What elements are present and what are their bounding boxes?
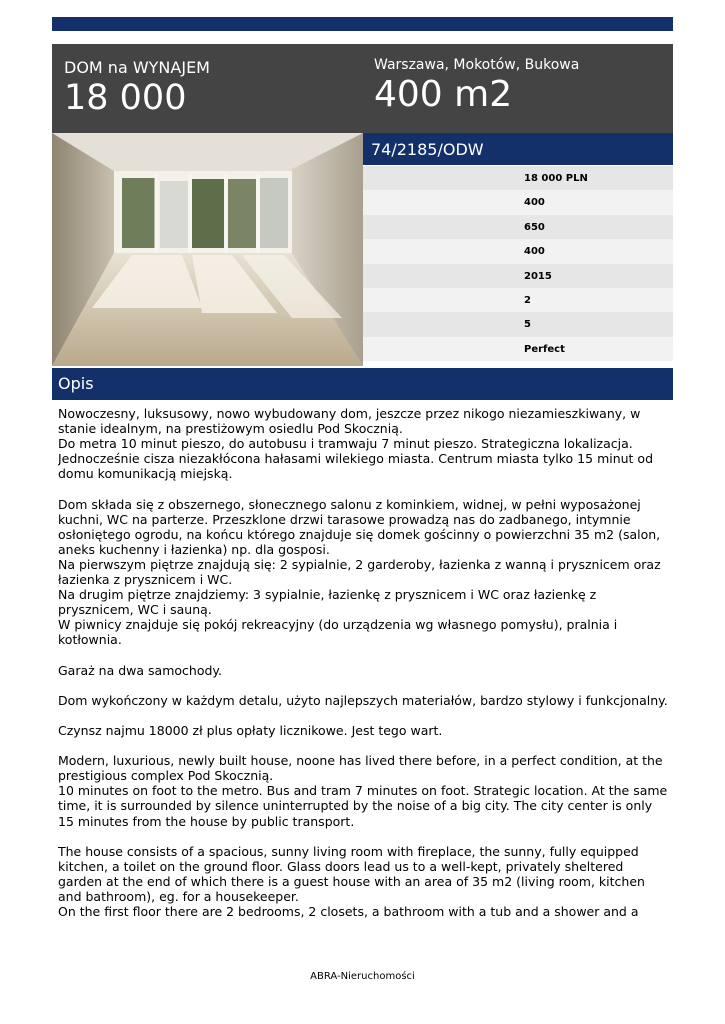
listing-area: 400 m2 [374,74,513,115]
detail-value: Perfect [524,343,565,355]
listing-type: DOM na WYNAJEM [64,58,210,77]
detail-value: 400 [524,246,545,258]
detail-row [363,312,673,336]
detail-row [363,215,673,239]
section-title: Opis [58,374,94,393]
detail-value: 2 [524,294,531,306]
detail-value: 2015 [524,270,552,282]
top-accent-bar [52,17,673,31]
listing-header [52,44,673,133]
reference-bar [363,133,673,165]
detail-row [363,166,673,190]
property-photo [52,133,363,366]
listing-location: Warszawa, Mokotów, Bukowa [374,57,580,73]
detail-value: 5 [524,319,531,331]
detail-row [363,264,673,288]
description-text: Nowoczesny, luksusowy, nowo wybudowany dom, jeszcze przez nikogo niezamieszkiwany, w stanie idealnym, na prestiżowym osiedlu Pod Skocznią. Do metra 10 minut pieszo, do autobusu i tramwaju 7 minut pieszo. Strategiczna lokalizacja. Jednocześnie cisza niezakłócona hałasami wilekiego miasta. Centrum miasta tylko 15 minut od domu komunikacją miejską. Dom składa się z obszernego, słonecznego salonu z kominkiem, widnej, w pełni wyposażonej kuchni, WC na parterze. Przeszklone drzwi tarasowe prowadzą nas do zadbanego, intymnie osłoniętego ogrodu, na końcu którego znajduje się domek gościnny o powierzchni 35 m2 (salon, aneks kuchenny i łazienka) np. dla gosposi. Na pierwszym piętrze znajdują się: 2 sypialnie, 2 garderoby, łazienka z wanną i prysznicem oraz łazienka z prysznicem i WC. Na drugim piętrze znajdziemy: 3 sypialnie, łazienkę z prysznicem i WC oraz łazienkę z prysznicem, WC i sauną. W piwnicy znajduje się pokój rekreacyjny (do urządzenia wg własnego pomysłu), pralnia i kotłownia. Garaż na dwa samochody. Dom wykończony w każdym detalu, użyto najlepszych materiałów, bardzo stylowy i funkcjonalny. Czynsz najmu 18000 zł plus opłaty licznikowe. Jest tego wart. Modern, luxurious, newly built house, noone has lived there before, in a perfect condition, at the prestigious complex Pod Skocznią. 10 minutes on foot to the metro. Bus and tram 7 minutes on foot. Strategic location. At the same time, it is surrounded by silence uninterrupted by the noise of a big city. The city center is only 15 minutes from the house by public transport. The house consists of a spacious, sunny living room with fireplace, the sunny, fully equipped kitchen, a toilet on the ground floor. Glass doors lead us to a well-kept, privately sheltered garden at the end of which there is a guest house with an area of 35 m2 (living room, kitchen and bathroom), eg. for a housekeeper. On the first floor there are 2 bedrooms, 2 closets, a bathroom with a tub and a shower and a [58,406,668,920]
reference-number: 74/2185/ODW [371,140,484,159]
details-table [363,166,673,361]
footer-agency: ABRA-Nieruchomości [310,971,415,982]
detail-value: 650 [524,221,545,233]
detail-value: 18 000 PLN [524,173,588,184]
detail-row [363,337,673,361]
listing-price: 18 000 [64,78,187,118]
detail-row [363,288,673,312]
description-section-bar [52,368,673,400]
detail-value: 400 [524,197,545,209]
detail-row [363,190,673,214]
detail-row [363,239,673,263]
